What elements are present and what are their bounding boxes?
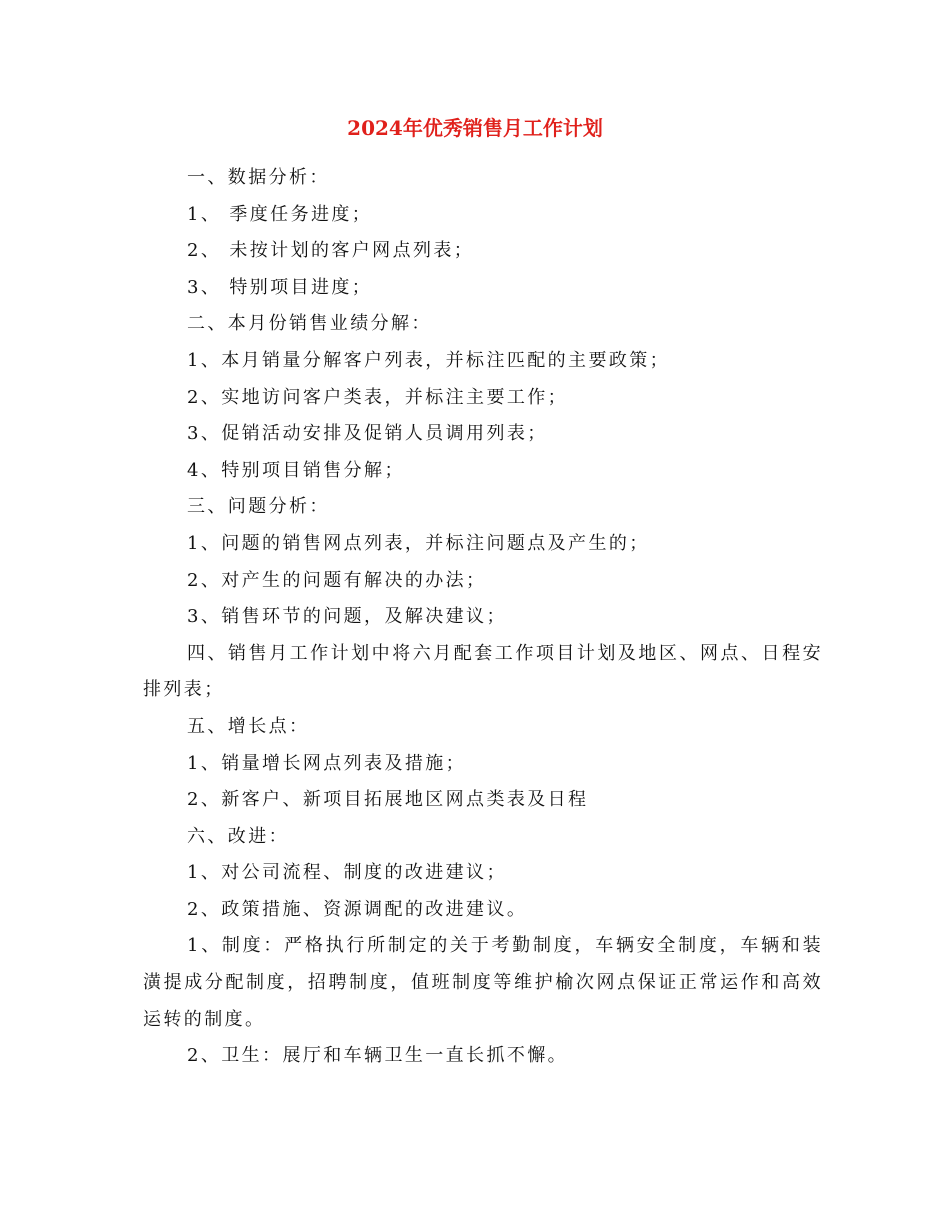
list-item: 1、对公司流程、制度的改进建议； <box>187 862 507 884</box>
list-item: 1、 季度任务进度； <box>187 203 373 225</box>
section-heading-problem-analysis: 三、问题分析： <box>187 496 330 518</box>
paragraph-hygiene: 2、卫生：展厅和车辆卫生一直长抓不懈。 <box>187 1045 569 1067</box>
list-item: 1、本月销量分解客户列表，并标注匹配的主要政策； <box>187 349 671 371</box>
document-body <box>143 160 823 1075</box>
list-item: 4、特别项目销售分解； <box>187 459 405 481</box>
list-item: 3、 特别项目进度； <box>187 276 373 298</box>
paragraph-rules: 1、制度：严格执行所制定的关于考勤制度，车辆安全制度，车辆和装潢提成分配制度，招聘制度，值班制度等维护榆次网点保证正常运作和高效运转的制度。 <box>143 935 823 1030</box>
section-heading-data-analysis: 一、数据分析： <box>187 167 330 188</box>
section-heading-sales-breakdown: 二、本月份销售业绩分解： <box>187 313 432 335</box>
list-item: 2、政策措施、资源调配的改进建议。 <box>187 898 528 920</box>
document-title: 2024年优秀销售月工作计划 <box>347 116 603 140</box>
list-item: 2、 未按计划的客户网点列表； <box>187 240 475 262</box>
list-item: 1、问题的销售网点列表，并标注问题点及产生的； <box>187 532 650 554</box>
section-paragraph-monthly-plan: 四、销售月工作计划中将六月配套工作项目计划及地区、网点、日程安排列表； <box>143 642 823 701</box>
list-item: 2、实地访问客户类表，并标注主要工作； <box>187 386 569 408</box>
list-item: 2、对产生的问题有解决的办法； <box>187 569 487 591</box>
section-heading-growth: 五、增长点： <box>187 715 310 737</box>
list-item: 2、新客户、新项目拓展地区网点类表及日程 <box>187 789 589 811</box>
list-item: 1、销量增长网点列表及措施； <box>187 752 467 774</box>
list-item: 3、促销活动安排及促销人员调用列表； <box>187 423 548 445</box>
list-item: 3、销售环节的问题，及解决建议； <box>187 606 507 628</box>
section-heading-improvement: 六、改进： <box>187 825 289 847</box>
